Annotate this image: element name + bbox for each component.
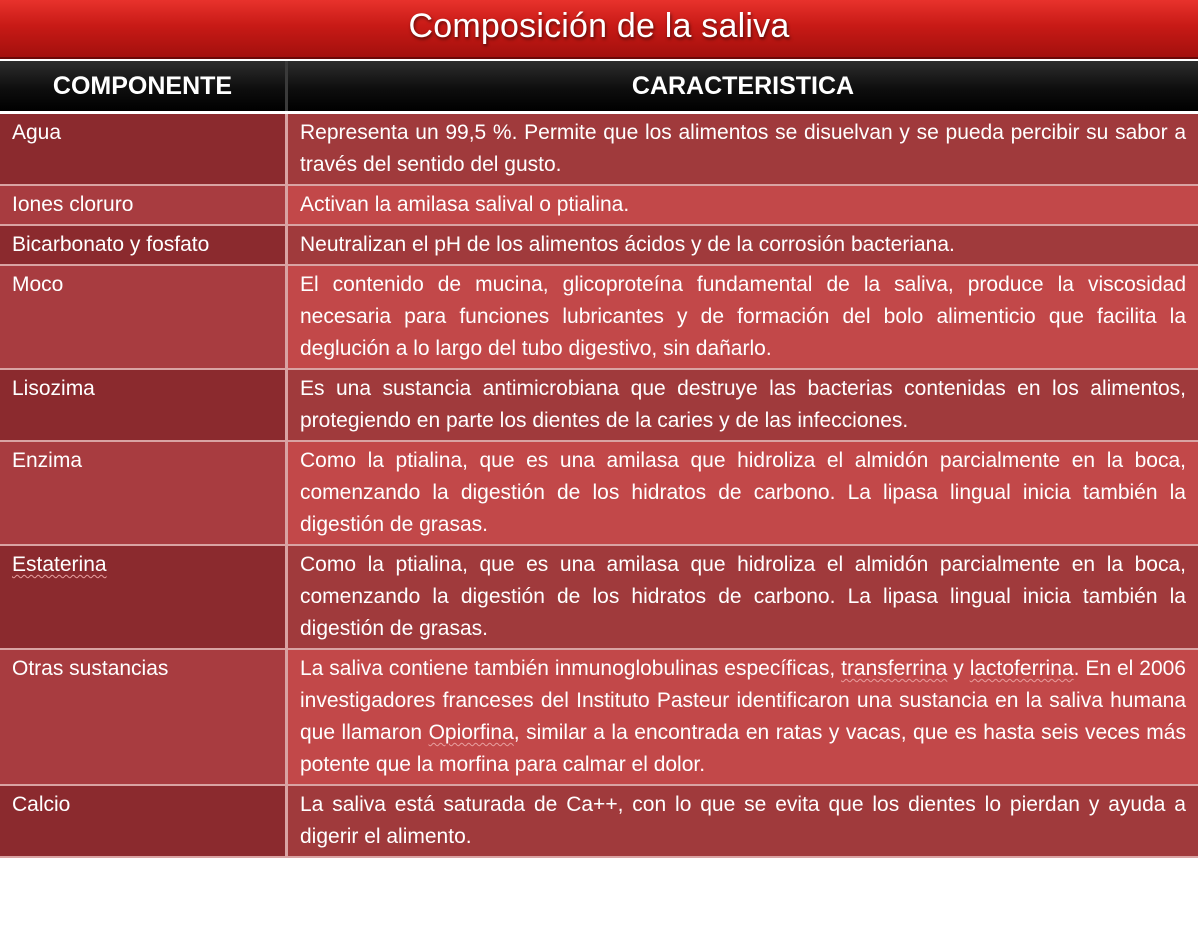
text-fragment: . En el 2006 investigadores franceses del Instituto Pasteur identificaron una sustancia en la saliva humana que llamaron [300, 657, 1186, 744]
table-row [0, 114, 1198, 186]
characteristic-cell: El contenido de mucina, glicoproteína fundamental de la saliva, produce la viscosidad necesaria para funciones lubricantes y de formación del bolo alimenticio que facilita la deglución a lo largo del tubo digestivo, sin dañarlo. [288, 266, 1198, 368]
characteristic-cell: Como la ptialina, que es una amilasa que hidroliza el almidón parcialmente en la boca, comenzando la digestión de los hidratos de carbono. La lipasa lingual inicia también la digestión de grasas. [288, 546, 1198, 648]
component-cell: Bicarbonato y fosfato [0, 226, 288, 264]
table-header [0, 61, 1198, 111]
table-row [0, 226, 1198, 266]
characteristic-cell: Neutralizan el pH de los alimentos ácidos y de la corrosión bacteriana. [288, 226, 1198, 264]
text-fragment: , similar a la encontrada en ratas y vacas, que es hasta seis veces más potente que la morfina para calmar el dolor. [300, 721, 1186, 776]
page-title: Composición de la saliva [408, 7, 790, 45]
table-row [0, 786, 1198, 858]
component-cell: Agua [0, 114, 288, 184]
table-row [0, 650, 1198, 786]
title-bar [0, 0, 1198, 59]
header-component: COMPONENTE [0, 61, 288, 111]
spellcheck-word: transferrina [841, 657, 948, 680]
component-cell: Lisozima [0, 370, 288, 440]
header-characteristic: CARACTERISTICA [288, 61, 1198, 111]
component-cell: Otras sustancias [0, 650, 288, 784]
component-cell: Calcio [0, 786, 288, 856]
table-body [0, 114, 1198, 858]
characteristic-cell: Representa un 99,5 %. Permite que los alimentos se disuelvan y se pueda percibir su sabor a través del sentido del gusto. [288, 114, 1198, 184]
table-row [0, 546, 1198, 650]
characteristic-cell: La saliva está saturada de Ca++, con lo que se evita que los dientes lo pierdan y ayuda a digerir el alimento. [288, 786, 1198, 856]
characteristic-cell [288, 650, 1198, 784]
table-row [0, 442, 1198, 546]
spellcheck-word: Opiorfina [428, 721, 514, 744]
characteristic-cell: Es una sustancia antimicrobiana que destruye las bacterias contenidas en los alimentos, protegiendo en parte los dientes de la caries y de las infecciones. [288, 370, 1198, 440]
spellcheck-word: lactoferrina [969, 657, 1074, 680]
table-row [0, 186, 1198, 226]
spellcheck-word: Estaterina [12, 553, 107, 576]
component-cell: Iones cloruro [0, 186, 288, 224]
characteristic-cell: Activan la amilasa salival o ptialina. [288, 186, 1198, 224]
table-row [0, 370, 1198, 442]
component-cell: Moco [0, 266, 288, 368]
text-fragment: La saliva contiene también inmunoglobulinas específicas, [300, 657, 842, 680]
text-fragment: y [947, 657, 970, 680]
characteristic-cell: Como la ptialina, que es una amilasa que hidroliza el almidón parcialmente en la boca, comenzando la digestión de los hidratos de carbono. La lipasa lingual inicia también la digestión de grasas. [288, 442, 1198, 544]
component-cell [0, 546, 288, 648]
component-cell: Enzima [0, 442, 288, 544]
table-row [0, 266, 1198, 370]
